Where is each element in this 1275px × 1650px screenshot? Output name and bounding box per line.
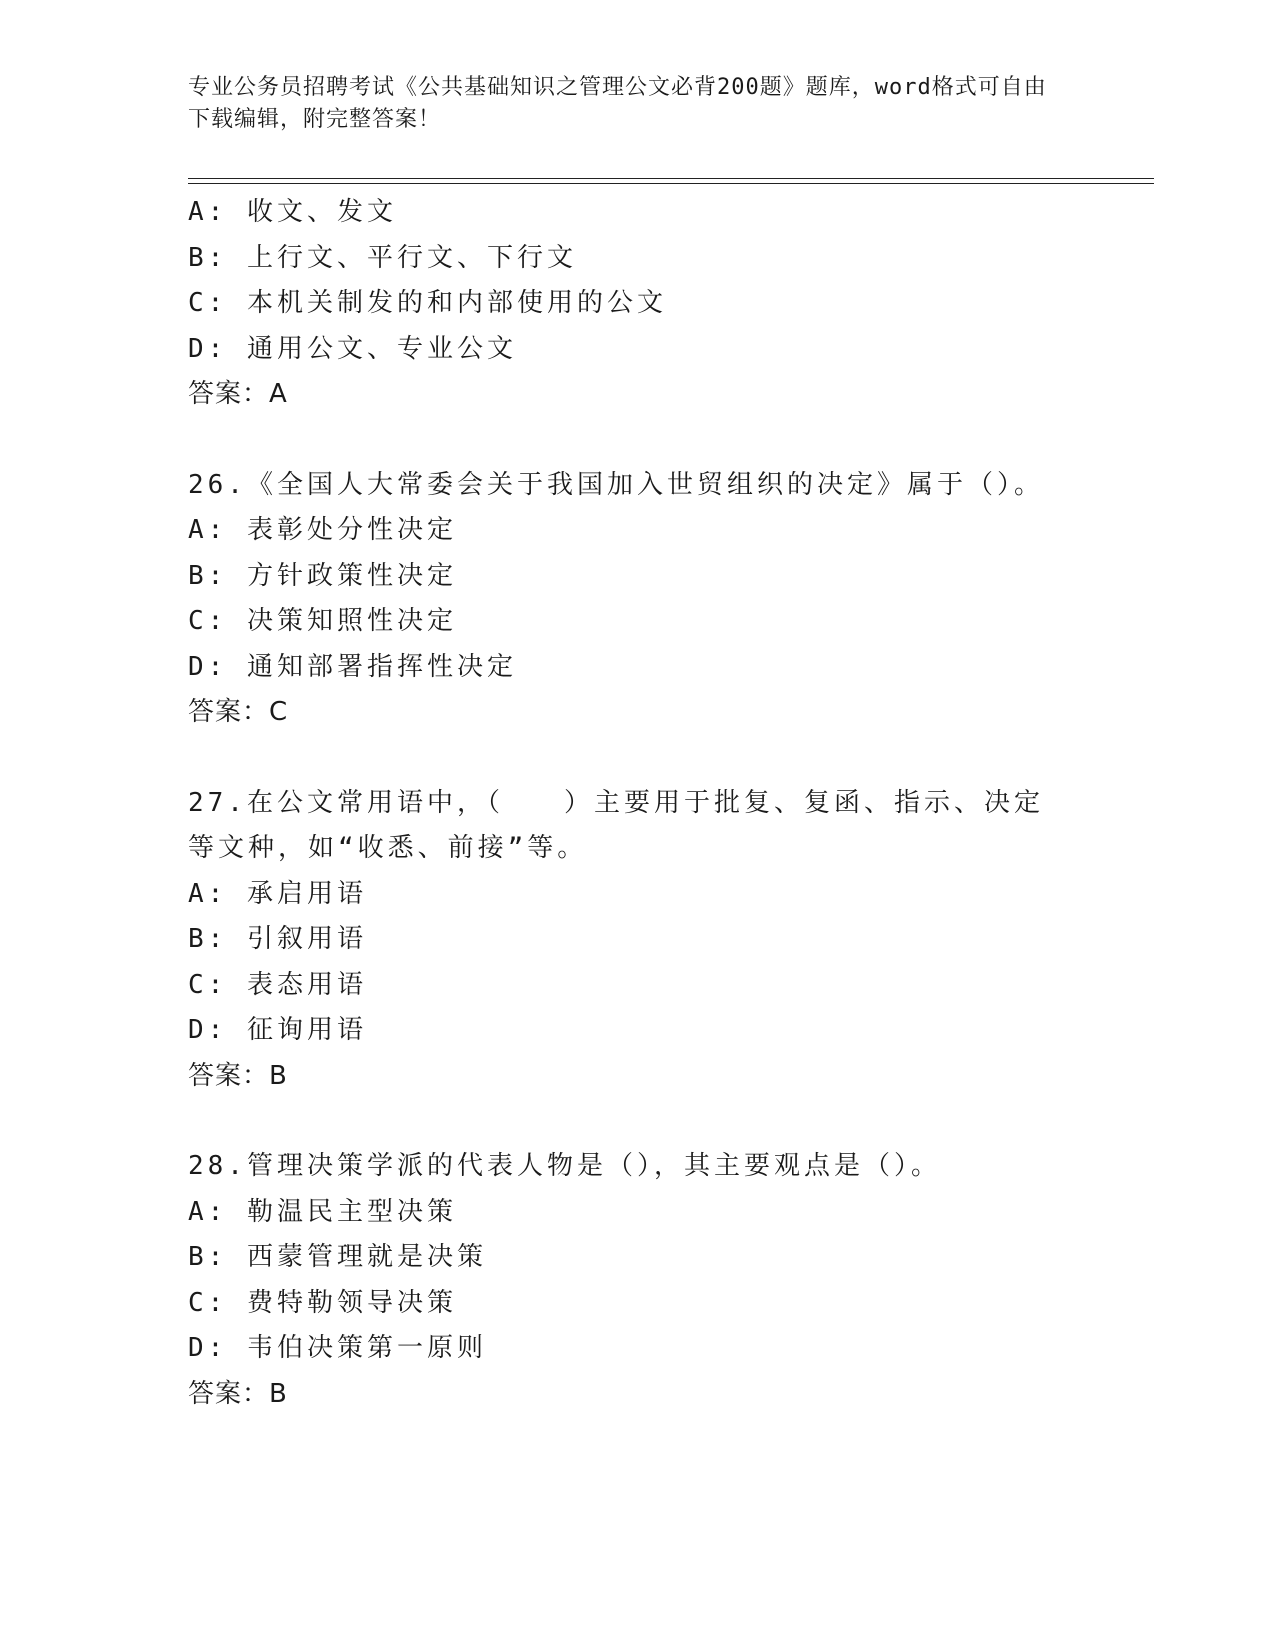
option-d: D: 韦伯决策第一原则 [188,1333,487,1363]
option-c: C: 费特勒领导决策 [188,1287,457,1318]
answer-line: 答案：A [188,379,288,409]
option-c: C: 决策知照性决定 [188,606,457,636]
option-b: B: 方针政策性决定 [188,560,457,591]
option-a: A: 勒温民主型决策 [188,1196,457,1227]
option-b: B: 上行文、平行文、下行文 [188,242,577,273]
question-stem: 26.《全国人大常委会关于我国加入世贸组织的决定》属于（）。 [188,469,1044,500]
question-block-carryover [188,190,1088,418]
answer-line: 答案：C [188,697,289,727]
option-b: B: 西蒙管理就是决策 [188,1242,487,1272]
question-block-28 [188,1144,1088,1417]
header-divider-top [188,178,1154,179]
option-a: A: 承启用语 [188,878,367,909]
option-d: D: 征询用语 [188,1015,367,1045]
question-block-26 [188,463,1088,736]
question-list [188,190,1088,1417]
option-d: D: 通用公文、专业公文 [188,333,517,364]
question-block-27 [188,781,1088,1100]
option-a: A: 表彰处分性决定 [188,515,457,545]
option-a: A: 收文、发文 [188,197,397,227]
spacer [188,418,1088,463]
option-c: C: 表态用语 [188,969,367,1000]
spacer [188,736,1088,781]
document-header: 专业公务员招聘考试《公共基础知识之管理公文必背200题》题库，word格式可自由下载编辑，附完整答案！ [188,75,1047,132]
question-stem: 28.管理决策学派的代表人物是（），其主要观点是（）。 [188,1151,941,1181]
option-d: D: 通知部署指挥性决定 [188,651,517,682]
answer-line: 答案：B [188,1060,288,1091]
question-stem: 27.在公文常用语中，（ ）主要用于批复、复函、指示、决定等文种，如“收悉、前接”等。 [188,787,1044,863]
option-c: C: 本机关制发的和内部使用的公文 [188,288,667,318]
spacer [188,1099,1088,1144]
answer-line: 答案：B [188,1378,288,1409]
option-b: B: 引叙用语 [188,924,367,954]
header-divider-bottom [188,183,1154,184]
